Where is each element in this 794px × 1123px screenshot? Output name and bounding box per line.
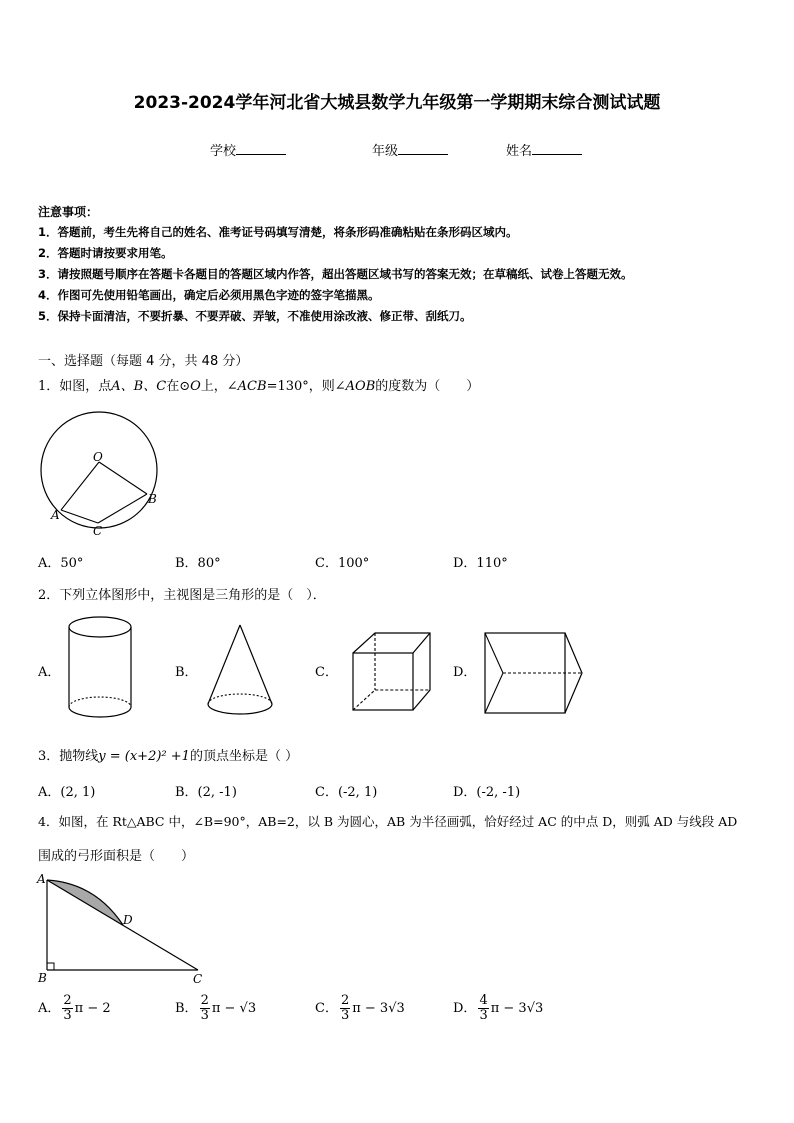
q2-option-c[interactable]: C． [315, 665, 338, 680]
q3-option-c[interactable]: C．(-2, 1) [315, 785, 378, 800]
q1-option-c[interactable]: C．100° [315, 556, 370, 571]
name-label: 姓名 [506, 144, 533, 159]
label-b: B [148, 492, 157, 506]
q3-option-b[interactable]: B．(2, -1) [175, 785, 237, 800]
section-heading: 一、选择题（每题 4 分，共 48 分） [38, 354, 249, 369]
prism-figure [478, 628, 593, 723]
label-b: B [38, 971, 47, 985]
q1-circle-figure [30, 395, 170, 540]
school-label: 学校 [210, 144, 237, 159]
note-item: 4．作图可先使用铅笔画出，确定后必须用黑色字迹的签字笔描黑。 [38, 288, 380, 302]
school-field [210, 140, 286, 159]
grade-label: 年级 [372, 144, 399, 159]
name-field [506, 140, 582, 159]
q4-option-b[interactable]: B． $\frac{2}{3}$ π − √3 [175, 993, 257, 1023]
label-a: A [37, 872, 46, 886]
note-item: 2．答题时请按要求用笔。 [38, 246, 173, 260]
question-4-line-2: 围成的弓形面积是（ ） [38, 849, 195, 864]
note-item: 1．答题前，考生先将自己的姓名、准考证号码填写清楚，将条形码准确粘贴在条形码区域内。 [38, 225, 518, 239]
notes-heading: 注意事项： [38, 205, 99, 219]
school-blank[interactable] [236, 142, 286, 155]
label-c: C [93, 524, 103, 538]
label-o: O [93, 450, 103, 464]
question-4-line-1: 4．如图，在 Rt△ABC 中，∠B=90°，AB=2，以 B 为圆心，AB 为半径画弧，恰好经过 AC 的中点 D，则弧 AD 与线段 AD [38, 814, 738, 829]
q2-option-a[interactable]: A． [38, 665, 61, 680]
question-3: 3．抛物线y = (x+2)² +1的顶点坐标是（ ） [38, 749, 299, 764]
grade-field [372, 140, 448, 159]
q4-option-c[interactable]: C． $\frac{2}{3}$ π − 3√3 [315, 993, 405, 1023]
q4-option-a[interactable]: A． $\frac{2}{3}$ π − 2 [38, 993, 111, 1023]
q3-formula: y = (x+2)² +1 [98, 749, 190, 764]
q4-option-d[interactable]: D． $\frac{4}{3}$ π − 3√3 [453, 993, 544, 1023]
q1-option-a[interactable]: A．50° [38, 556, 84, 571]
label-d: D [123, 913, 133, 927]
q1-option-b[interactable]: B．80° [175, 556, 221, 571]
q2-option-d[interactable]: D． [453, 665, 477, 680]
cylinder-figure [60, 615, 140, 725]
note-item: 5．保持卡面清洁，不要折暴、不要弄破、弄皱，不准使用涂改液、修正带、刮纸刀。 [38, 309, 472, 323]
q3-option-d[interactable]: D．(-2, -1) [453, 785, 521, 800]
label-a: A [51, 508, 60, 522]
question-2: 2．下列立体图形中，主视图是三角形的是（ ）． [38, 588, 326, 603]
page-title: 2023-2024学年河北省大城县数学九年级第一学期期末综合测试试题 [133, 93, 661, 113]
q2-option-b[interactable]: B． [175, 665, 198, 680]
name-blank[interactable] [532, 142, 582, 155]
q1-option-d[interactable]: D．110° [453, 556, 508, 571]
question-1: 1．如图，点A、B、C在⊙O上，∠ACB=130°，则∠AOB的度数为（ ） [38, 379, 480, 394]
cube-figure [345, 630, 440, 715]
cone-figure [200, 620, 280, 725]
q3-option-a[interactable]: A．(2, 1) [38, 785, 96, 800]
q4-triangle-figure [35, 870, 215, 985]
note-item: 3．请按照题号顺序在答题卡各题目的答题区域内作答，超出答题区域书写的答案无效；在草稿纸、试卷上答题无效。 [38, 267, 633, 281]
grade-blank[interactable] [398, 142, 448, 155]
label-c: C [193, 972, 203, 986]
